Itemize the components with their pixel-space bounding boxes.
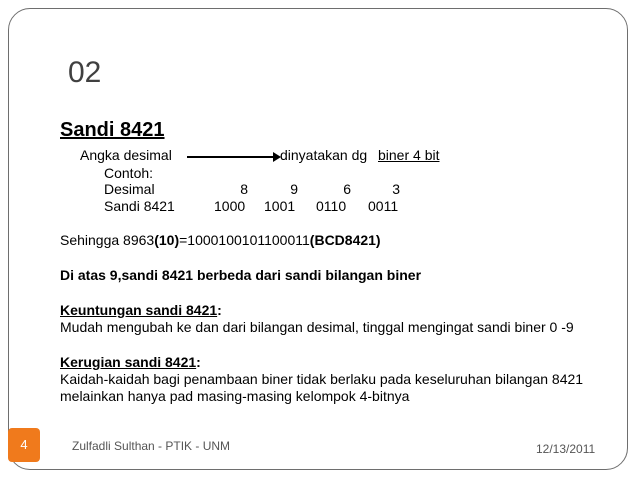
table-row2-cell: 0110 [316,198,347,214]
keuntungan-colon: : [217,302,222,318]
intro-right-text: dinyatakan dg [280,147,368,163]
footer-date: 12/13/2011 [536,442,596,456]
example-label: Contoh: [104,165,154,181]
arrow-right-icon [187,156,277,158]
sehingga-line [60,232,381,248]
table-row2-cell: 1000 [214,198,246,214]
kerugian-line2: melainkan hanya pad masing-masing kelompok 4-bitnya [60,388,410,404]
intro-link-text: biner 4 bit [378,147,440,163]
intro-left-text: Angka desimal [80,147,172,163]
kerugian-heading-line [60,354,201,370]
table-row1-cell: 6 [343,181,351,197]
table-row2-label: Sandi 8421 [104,198,175,214]
keuntungan-body: Mudah mengubah ke dan dari bilangan desimal, tinggal mengingat sandi biner 0 -9 [60,319,574,335]
sehingga-pre: Sehingga 8963 [60,232,155,248]
sehingga-code: (BCD8421) [309,232,381,248]
footer-author: Zulfadli Sulthan - PTIK - UNM [72,439,231,453]
table-row2-cell: 1001 [264,198,296,214]
table-row1-cell: 8 [240,181,248,197]
kerugian-line1: Kaidah-kaidah bagi penambaan biner tidak berlaku pada keseluruhan bilangan 8421 [60,371,584,387]
table-row2-cell: 0011 [368,198,399,214]
kerugian-colon: : [196,354,201,370]
kerugian-heading: Kerugian sandi 8421 [60,354,197,370]
table-row1-cell: 3 [392,181,400,197]
sehingga-base: (10) [154,232,180,248]
table-row1-label: Desimal [104,181,155,197]
keuntungan-heading-line [60,302,222,318]
keuntungan-heading: Keuntungan sandi 8421 [60,302,218,318]
slide-number-heading: 02 [68,56,102,89]
diatas-note: Di atas 9,sandi 8421 berbeda dari sandi bilangan biner [60,267,422,283]
sehingga-binary: =1000100101100011 [179,232,310,248]
table-row1-cell: 9 [290,181,298,197]
page-number: 4 [20,437,28,452]
slide-title: Sandi 8421 [60,119,165,141]
page-number-badge [8,428,40,462]
